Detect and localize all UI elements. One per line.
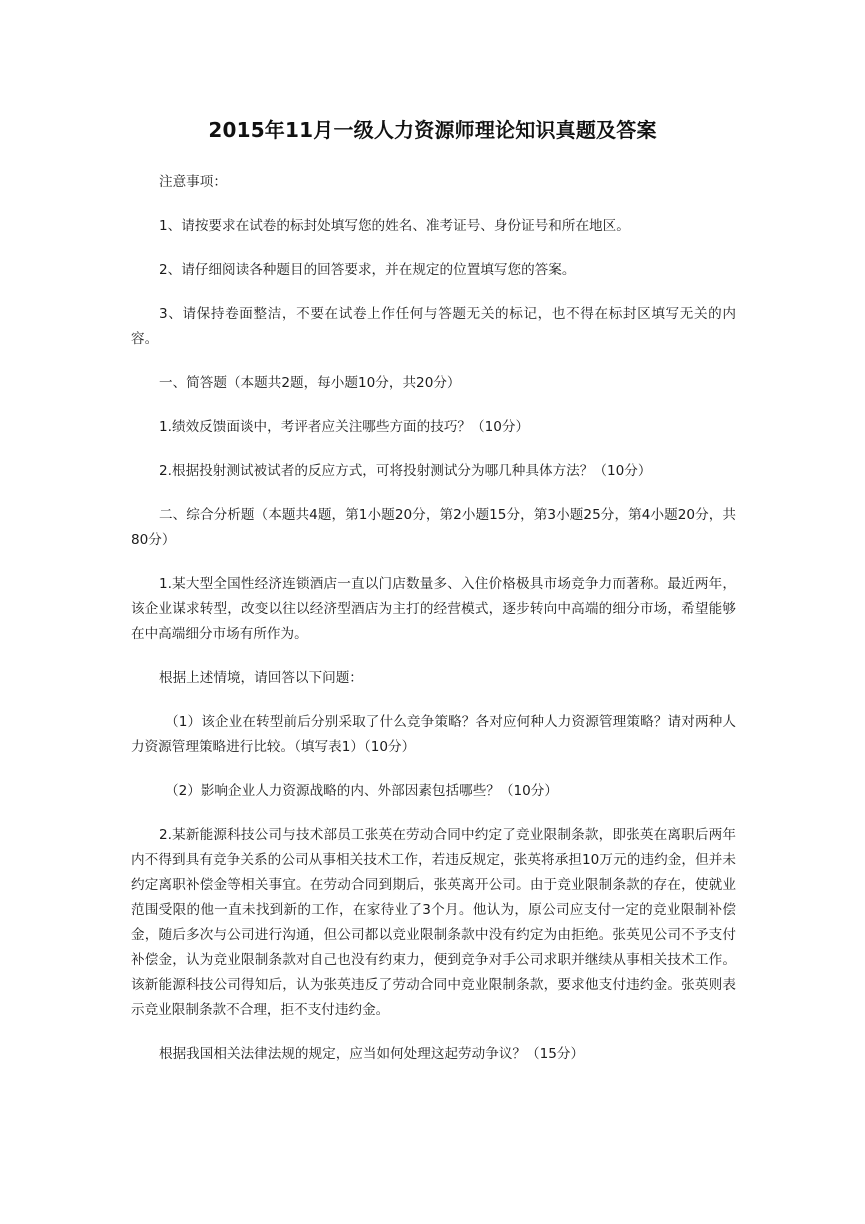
document-body <box>131 170 736 1086</box>
section-analysis-heading: 二、综合分析题（本题共4题，第1小题20分，第2小题15分，第3小题25分，第4小题20分，共80分） <box>131 507 736 548</box>
analysis-case-1-prompt: 根据上述情境，请回答以下问题： <box>159 670 363 686</box>
short-answer-question-2: 2.根据投射测试被试者的反应方式，可将投射测试分为哪几种具体方法？（10分） <box>159 463 652 479</box>
notice-item-3: 3、请保持卷面整洁，不要在试卷上作任何与答题无关的标记，也不得在标封区填写无关的内容。 <box>131 306 736 347</box>
notice-item-2: 2、请仔细阅读各种题目的回答要求，并在规定的位置填写您的答案。 <box>159 262 576 278</box>
short-answer-question-1: 1.绩效反馈面谈中，考评者应关注哪些方面的技巧？（10分） <box>159 419 530 435</box>
section-short-answer-heading: 一、简答题（本题共2题，每小题10分，共20分） <box>159 375 461 391</box>
analysis-case-2-question: 根据我国相关法律法规的规定，应当如何处理这起劳动争议？（15分） <box>159 1046 585 1062</box>
analysis-case-1-question-2: （2）影响企业人力资源战略的内、外部因素包括哪些？（10分） <box>165 783 558 799</box>
notice-item-1: 1、请按要求在试卷的标封处填写您的姓名、准考证号、身份证号和所在地区。 <box>159 218 630 234</box>
document-title: 2015年11月一级人力资源师理论知识真题及答案 <box>208 118 657 142</box>
notice-heading: 注意事项： <box>159 174 227 190</box>
analysis-case-2: 2.某新能源科技公司与技术部员工张英在劳动合同中约定了竞业限制条款，即张英在离职后两年内不得到具有竞争关系的公司从事相关技术工作，若违反规定，张英将承担10万元的违约金，但并未约定离职补偿金等相关事宜。在劳动合同到期后，张英离开公司。由于竞业限制条款的存在，使就业范围受限的他一直未找到新的工作，在家待业了3个月。他认为，原公司应支付一定的竞业限制补偿金，随后多次与公司进行沟通，但公司都以竞业限制条款中没有约定为由拒绝。张英见公司不予支付补偿金，认为竞业限制条款对自己也没有约束力，便到竞争对手公司求职并继续从事相关技术工作。该新能源科技公司得知后，认为张英违反了劳动合同中竞业限制条款，要求他支付违约金。张英则表示竞业限制条款不合理，拒不支付违约金。 <box>131 827 736 1018</box>
analysis-case-1: 1.某大型全国性经济连锁酒店一直以门店数量多、入住价格极具市场竞争力而著称。最近两年，该企业谋求转型，改变以往以经济型酒店为主打的经营模式，逐步转向中高端的细分市场，希望能够在中高端细分市场有所作为。 <box>131 576 736 642</box>
analysis-case-1-question-1: （1）该企业在转型前后分别采取了什么竞争策略？各对应何种人力资源管理策略？请对两种人力资源管理策略进行比较。（填写表1）（10分） <box>131 714 736 755</box>
